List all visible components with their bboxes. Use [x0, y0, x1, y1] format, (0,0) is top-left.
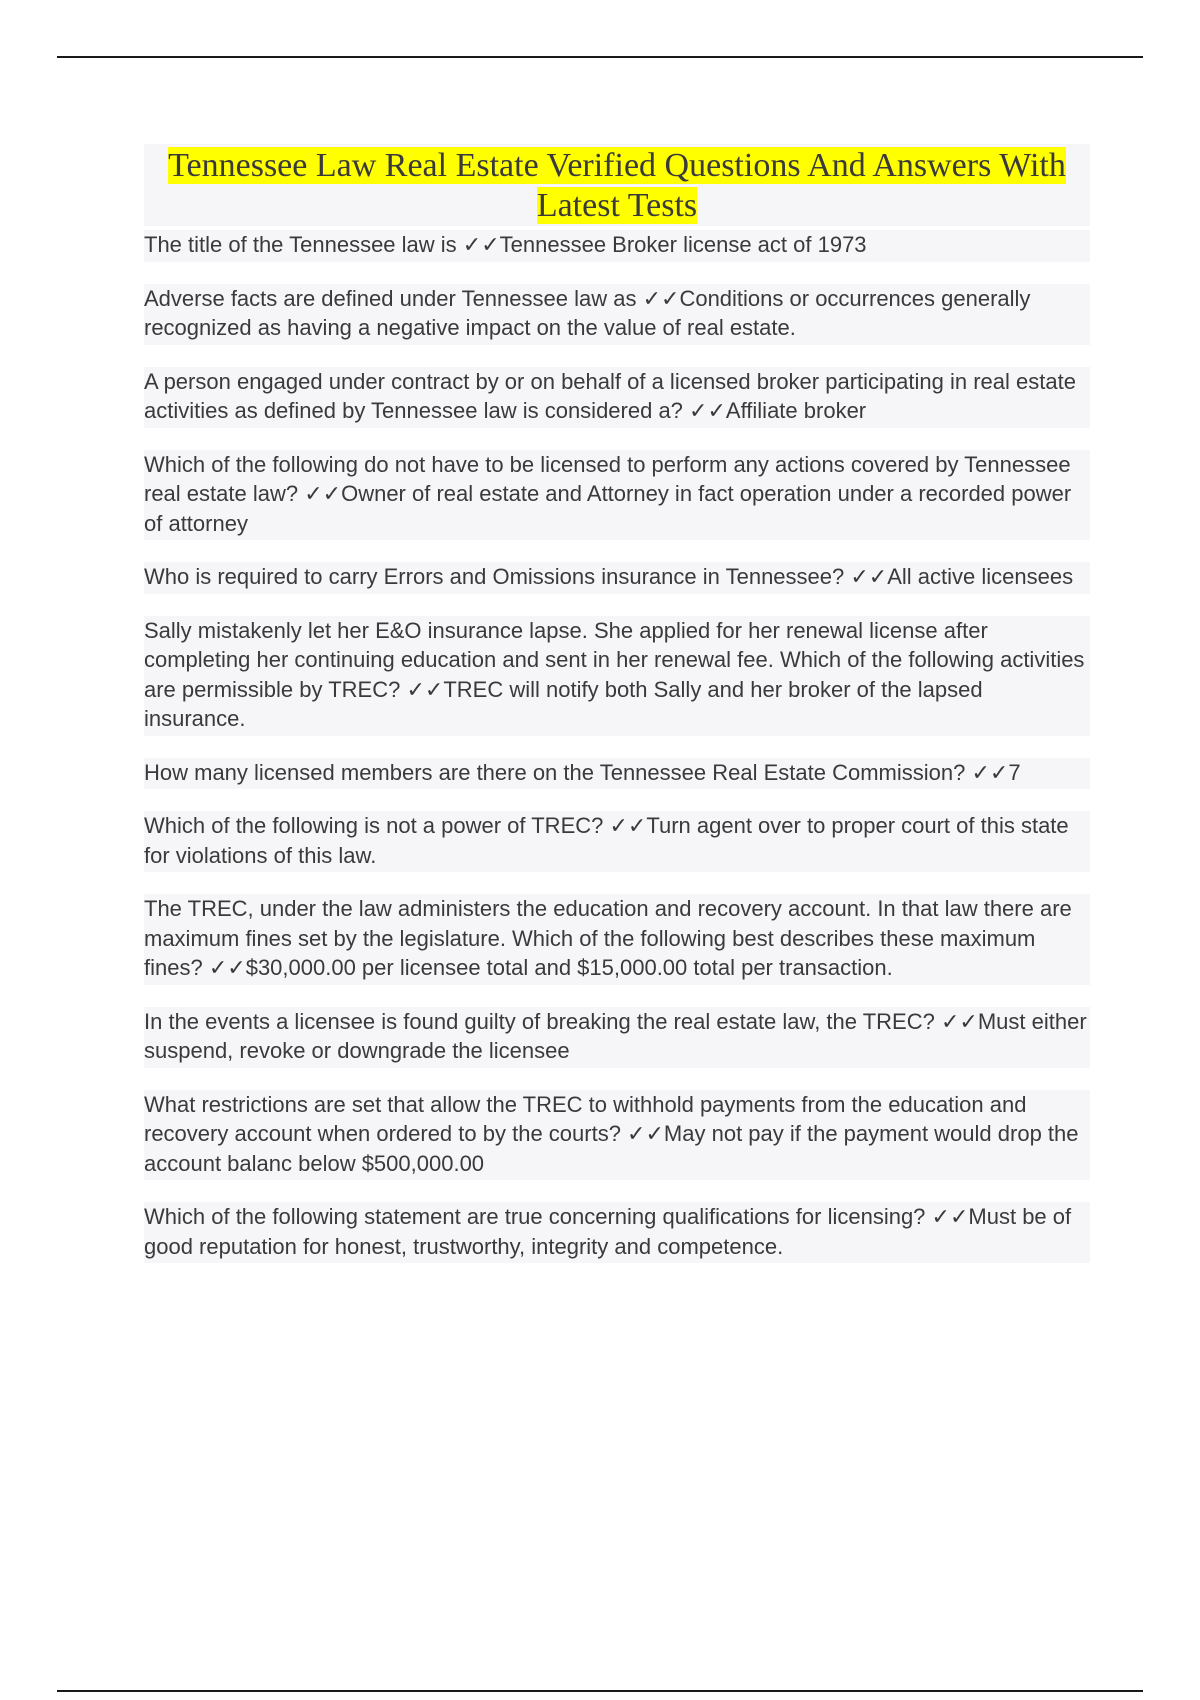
document-title — [154, 146, 1080, 226]
question-text: A person engaged under contract by or on behalf of a licensed broker participating in real estate activities as defined by Tennessee law is considered a? — [144, 368, 1076, 423]
qa-item — [144, 758, 1090, 790]
question-text: The TREC, under the law administers the education and recovery account. In that law there are maximum fines set by the legislature. Which of the following best describes these maximum fines? — [144, 896, 1072, 980]
answer-text: ✓✓ All active licensees — [850, 564, 1073, 589]
qa-item — [144, 1090, 1090, 1181]
question-text: Which of the following is not a power of TREC? — [144, 813, 610, 838]
question-text: How many licensed members are there on the Tennessee Real Estate Commission? — [144, 759, 972, 785]
bottom-rule — [57, 1690, 1143, 1692]
answer-text: ✓✓ 7 — [971, 760, 1020, 785]
answer-text: ✓✓ Owner of real estate and Attorney in fact operation under a recorded power of attorney — [144, 481, 1071, 536]
qa-item — [144, 230, 1090, 262]
question-text: What restrictions are set that allow the TREC to withhold payments from the education and recovery account when ordered to by the courts? — [144, 1091, 1027, 1146]
answer-text: ✓✓ Must be of good reputation for honest, trustworthy, integrity and competence. — [144, 1204, 1071, 1259]
qa-item — [144, 1007, 1090, 1068]
qa-item — [144, 562, 1090, 594]
qa-item — [144, 284, 1090, 345]
answer-text: ✓✓ May not pay if the payment would drop the account balanc below $500,000.00 — [144, 1121, 1079, 1176]
answer-text: ✓✓ $30,000.00 per licensee total and $15,000.00 total per transaction. — [209, 955, 893, 980]
answer-text: ✓✓ Tennessee Broker license act of 1973 — [463, 232, 867, 257]
qa-item — [144, 1202, 1090, 1263]
qa-item — [144, 894, 1090, 985]
question-text: Which of the following statement are true concerning qualifications for licensing? — [144, 1204, 932, 1229]
qa-list — [144, 230, 1090, 1263]
question-text: Sally mistakenly let her E&O insurance lapse. She applied for her renewal license after completing her continuing education and sent in her renewal fee. Which of the following activities are permissible by TREC? — [144, 617, 1085, 702]
document-body — [144, 144, 1090, 1285]
answer-text: ✓✓ Turn agent over to proper court of this state for violations of this law. — [144, 813, 1069, 868]
question-text: Adverse facts are defined under Tennessee law as — [144, 285, 643, 311]
qa-item — [144, 811, 1090, 872]
qa-item — [144, 367, 1090, 428]
question-text: The title of the Tennessee law is — [144, 232, 463, 257]
top-rule — [57, 56, 1143, 58]
question-text: Who is required to carry Errors and Omissions insurance in Tennessee? — [144, 564, 851, 589]
question-text: In the events a licensee is found guilty of breaking the real estate law, the TREC? — [144, 1008, 941, 1034]
title-block — [144, 144, 1090, 226]
qa-item — [144, 450, 1090, 541]
answer-text: ✓✓ TREC will notify both Sally and her broker of the lapsed insurance. — [144, 677, 983, 732]
answer-text: ✓✓ Must either suspend, revoke or downgrade the licensee — [144, 1009, 1087, 1064]
answer-text: ✓✓ Affiliate broker — [689, 398, 866, 423]
question-text: Which of the following do not have to be licensed to perform any actions covered by Tennessee real estate law? — [144, 451, 1071, 506]
qa-item — [144, 616, 1090, 736]
document-title-text: Tennessee Law Real Estate Verified Questions And Answers With Latest Tests — [168, 147, 1066, 224]
answer-text: ✓✓ Conditions or occurrences generally recognized as having a negative impact on the value of real estate. — [144, 286, 1030, 341]
